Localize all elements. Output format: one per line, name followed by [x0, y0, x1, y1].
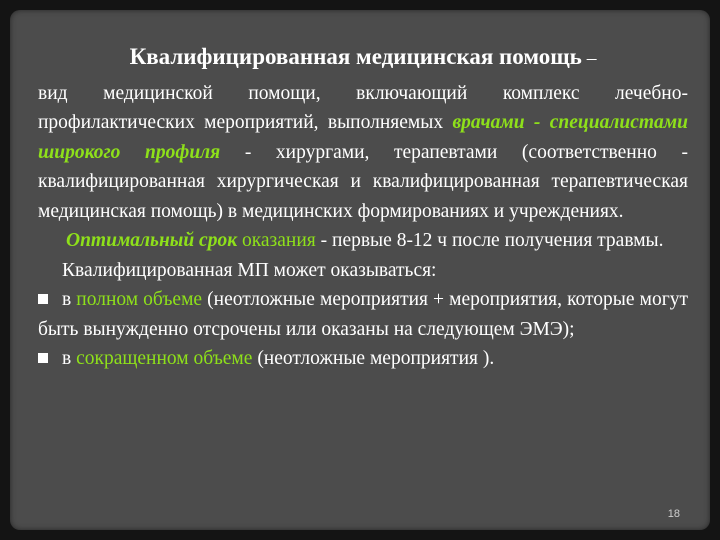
bullet-reduced-highlight: сокращенном объеме	[76, 348, 253, 369]
bullet-full	[38, 285, 688, 344]
slide-content	[38, 42, 688, 374]
slide-title: Квалифицированная медицинская помощь	[129, 44, 582, 69]
bullet-full-pre: в	[62, 289, 77, 310]
bullet-full-highlight: полном объеме	[76, 289, 203, 310]
definition-text-a: вид медицинской помощи, включающий комплекс лечебно-профилактических мероприятий, выполняемых	[38, 82, 688, 133]
timing-highlight: оказания	[237, 230, 316, 251]
title-line	[38, 42, 688, 74]
bullet-reduced-text: (неотложные мероприятия ).	[252, 348, 495, 369]
page-number: 18	[667, 508, 680, 520]
title-dash: –	[581, 48, 597, 69]
timing-paragraph	[38, 226, 688, 256]
bullet-square-icon	[38, 353, 48, 363]
definition-paragraph	[38, 79, 688, 227]
bullet-reduced	[38, 344, 688, 374]
bullet-full-text: (неотложные мероприятия + мероприятия, которые могут быть вынужденно отсрочены или оказаны на следующем ЭМЭ);	[38, 289, 688, 340]
bullet-reduced-pre: в	[62, 348, 77, 369]
timing-highlight-bold: Оптимальный срок	[66, 230, 238, 251]
forms-intro-text: Квалифицированная МП может оказываться:	[62, 259, 437, 281]
definition-text-b: - хирургами, терапевтами (соответственно - квалифицированная хирургическая и квалифицированная терапевтическая медицинская помощь) в медицинских формированиях и учреждениях.	[38, 141, 688, 222]
bullet-square-icon	[38, 294, 48, 304]
forms-intro	[38, 256, 688, 286]
timing-text: - первые 8-12 ч после получения травмы.	[315, 230, 664, 251]
definition-highlight: врачами - специалистами широкого профиля	[38, 112, 688, 163]
